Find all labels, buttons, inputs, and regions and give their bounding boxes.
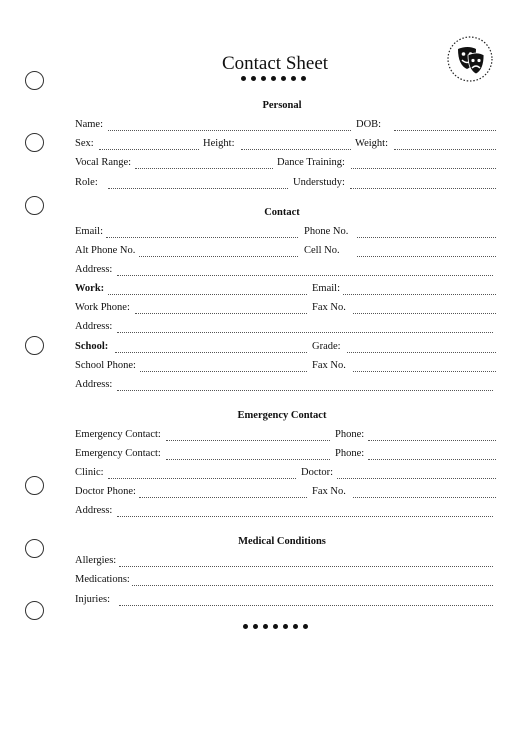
weight-field[interactable] [394, 149, 496, 150]
work-field[interactable] [108, 294, 307, 295]
title-divider [241, 76, 331, 84]
work-phone-field[interactable] [135, 313, 307, 314]
emergency-address-label: Address: [75, 505, 113, 516]
school-address-field[interactable] [117, 390, 493, 391]
row-school-address [75, 379, 496, 393]
emergency-contact-1-label: Emergency Contact: [75, 429, 161, 440]
medications-field[interactable] [132, 585, 493, 586]
school-field[interactable] [115, 352, 307, 353]
row-address [75, 264, 496, 278]
allergies-field[interactable] [119, 566, 493, 567]
page-title: Contact Sheet [221, 53, 329, 74]
emergency-fax-label: Fax No. [312, 486, 346, 497]
row-allergies [75, 555, 496, 569]
vocal-range-field[interactable] [135, 168, 273, 169]
row-clinic-doctor [75, 467, 496, 481]
school-phone-field[interactable] [140, 371, 307, 372]
emergency-address-field[interactable] [117, 516, 493, 517]
row-sex-height-weight [75, 138, 496, 152]
work-fax-field[interactable] [353, 313, 496, 314]
work-email-field[interactable] [343, 294, 496, 295]
row-emergency-address [75, 505, 496, 519]
row-name-dob [75, 119, 496, 133]
height-field[interactable] [241, 149, 351, 150]
row-alt-phone-cell [75, 245, 496, 259]
row-email-phone [75, 226, 496, 240]
row-work-address [75, 321, 496, 335]
allergies-label: Allergies: [75, 555, 117, 566]
phone-field[interactable] [357, 237, 496, 238]
row-school-grade [75, 341, 496, 355]
binder-hole-icon [25, 601, 44, 620]
phone-label: Phone No. [304, 226, 349, 237]
row-work-phone-fax [75, 302, 496, 316]
work-fax-label: Fax No. [312, 302, 346, 313]
injuries-label: Injuries: [75, 594, 110, 605]
medications-label: Medications: [75, 574, 130, 585]
row-work-email [75, 283, 496, 297]
row-emergency-contact-2 [75, 448, 496, 462]
dob-field[interactable] [394, 130, 496, 131]
address-label: Address: [75, 264, 113, 275]
email-label: Email: [75, 226, 103, 237]
emergency-phone-1-field[interactable] [368, 440, 496, 441]
work-phone-label: Work Phone: [75, 302, 130, 313]
alt-phone-label: Alt Phone No. [75, 245, 136, 256]
cell-label: Cell No. [304, 245, 340, 256]
doctor-field[interactable] [337, 478, 496, 479]
row-vocal-dance [75, 157, 496, 171]
row-emergency-contact-1 [75, 429, 496, 443]
clinic-field[interactable] [108, 478, 296, 479]
emergency-contact-2-label: Emergency Contact: [75, 448, 161, 459]
clinic-label: Clinic: [75, 467, 104, 478]
role-label: Role: [75, 177, 98, 188]
dob-label: DOB: [356, 119, 382, 130]
name-field[interactable] [108, 130, 351, 131]
row-doctor-phone-fax [75, 486, 496, 500]
binder-hole-icon [25, 133, 44, 152]
binder-hole-icon [25, 539, 44, 558]
name-label: Name: [75, 119, 103, 130]
row-medications [75, 574, 496, 588]
vocal-range-label: Vocal Range: [75, 157, 132, 168]
section-heading-medical: Medical Conditions [238, 536, 326, 547]
understudy-label: Understudy: [293, 177, 345, 188]
injuries-field[interactable] [119, 605, 493, 606]
work-address-label: Address: [75, 321, 113, 332]
section-heading-emergency: Emergency Contact [237, 410, 327, 421]
row-role-understudy [75, 177, 496, 191]
school-label: School: [75, 341, 109, 352]
doctor-phone-field[interactable] [139, 497, 307, 498]
school-phone-label: School Phone: [75, 360, 136, 371]
address-field[interactable] [117, 275, 493, 276]
school-address-label: Address: [75, 379, 113, 390]
cell-field[interactable] [357, 256, 496, 257]
email-field[interactable] [106, 237, 298, 238]
alt-phone-field[interactable] [139, 256, 298, 257]
work-label: Work: [75, 283, 105, 294]
height-label: Height: [203, 138, 235, 149]
emergency-contact-1-field[interactable] [166, 440, 330, 441]
grade-field[interactable] [347, 352, 496, 353]
row-school-phone-fax [75, 360, 496, 374]
emergency-phone-2-field[interactable] [368, 459, 496, 460]
section-heading-personal: Personal [262, 100, 302, 111]
binder-hole-icon [25, 336, 44, 355]
emergency-phone-1-label: Phone: [335, 429, 365, 440]
emergency-contact-2-field[interactable] [166, 459, 330, 460]
footer-divider [243, 624, 333, 632]
work-email-label: Email: [312, 283, 340, 294]
emergency-fax-field[interactable] [353, 497, 496, 498]
doctor-phone-label: Doctor Phone: [75, 486, 136, 497]
work-address-field[interactable] [117, 332, 493, 333]
role-field[interactable] [108, 188, 288, 189]
binder-hole-icon [25, 196, 44, 215]
doctor-label: Doctor: [301, 467, 334, 478]
row-injuries [75, 594, 496, 608]
grade-label: Grade: [312, 341, 341, 352]
dance-training-field[interactable] [351, 168, 496, 169]
section-heading-contact: Contact [264, 207, 300, 218]
understudy-field[interactable] [350, 188, 496, 189]
weight-label: Weight: [355, 138, 388, 149]
sex-label: Sex: [75, 138, 94, 149]
binder-hole-icon [25, 476, 44, 495]
school-fax-field[interactable] [353, 371, 496, 372]
sex-field[interactable] [99, 149, 199, 150]
dance-training-label: Dance Training: [277, 157, 345, 168]
school-fax-label: Fax No. [312, 360, 346, 371]
emergency-phone-2-label: Phone: [335, 448, 365, 459]
